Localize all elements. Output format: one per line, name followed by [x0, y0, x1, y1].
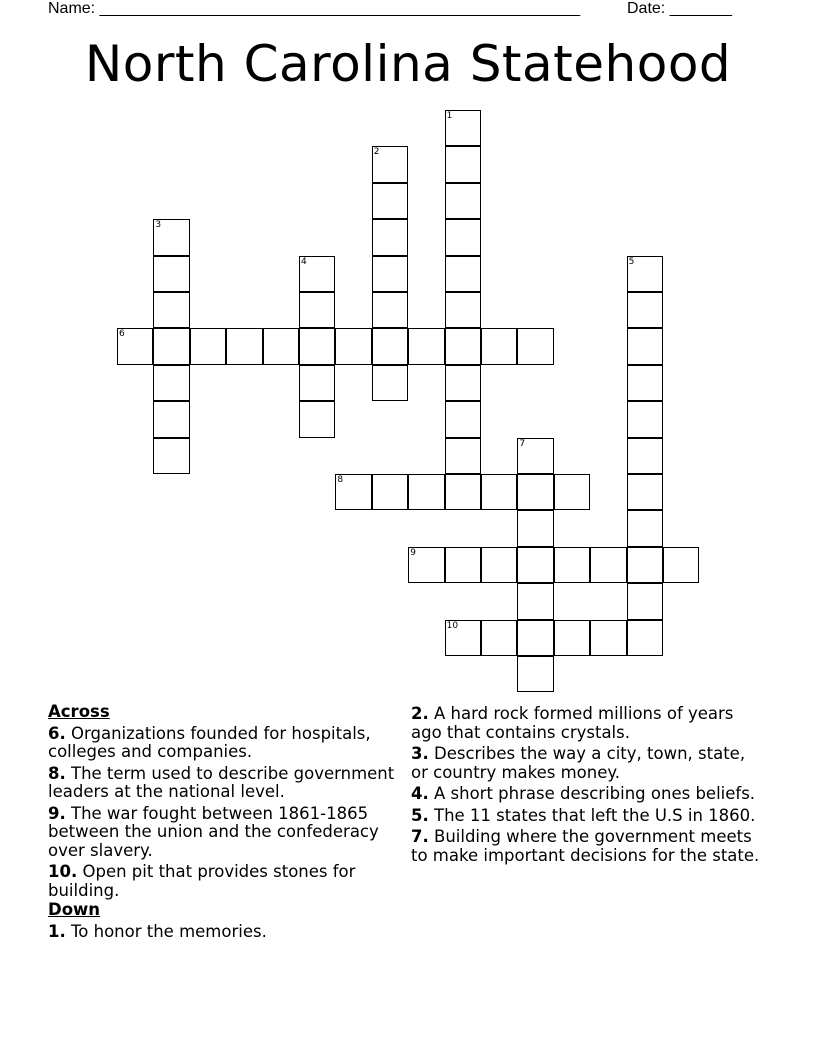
crossword-cell[interactable] — [517, 656, 553, 692]
crossword-cell[interactable] — [627, 510, 663, 546]
crossword-cell[interactable] — [517, 328, 553, 364]
across-heading: Across — [48, 702, 110, 721]
crossword-cell[interactable] — [408, 547, 444, 583]
clue-text: Organizations founded for hospitals, colleges and companies. — [48, 723, 371, 761]
crossword-cell[interactable] — [445, 620, 481, 656]
crossword-cell[interactable] — [372, 219, 408, 255]
crossword-cell[interactable] — [445, 219, 481, 255]
clue-text: To honor the memories. — [71, 921, 267, 941]
crossword-cell[interactable] — [445, 256, 481, 292]
clue-item — [411, 828, 761, 865]
crossword-cell[interactable] — [627, 583, 663, 619]
down-heading: Down — [48, 900, 101, 919]
crossword-cell[interactable] — [372, 146, 408, 182]
clue-number: 6. — [48, 723, 66, 743]
crossword-cell[interactable] — [445, 328, 481, 364]
crossword-cell[interactable] — [517, 510, 553, 546]
crossword-cell[interactable] — [372, 256, 408, 292]
cell-number: 3 — [155, 220, 162, 231]
clue-text: The term used to describe government leaders at the national level. — [48, 763, 395, 801]
clue-number: 4. — [411, 784, 429, 803]
cell-number: 6 — [119, 329, 125, 340]
clue-item — [48, 863, 408, 900]
crossword-cell[interactable] — [408, 474, 444, 510]
crossword-cell[interactable] — [372, 183, 408, 219]
crossword-cell[interactable] — [153, 292, 189, 328]
clue-item — [411, 745, 761, 782]
crossword-cell[interactable] — [481, 547, 517, 583]
crossword-cell[interactable] — [299, 256, 335, 292]
crossword-cell[interactable] — [190, 328, 226, 364]
crossword-cell[interactable] — [554, 620, 590, 656]
cell-number: 9 — [410, 547, 416, 558]
clue-item — [48, 725, 408, 762]
crossword-cell[interactable] — [445, 183, 481, 219]
crossword-cell[interactable] — [226, 328, 262, 364]
crossword-cell[interactable] — [445, 110, 481, 146]
crossword-cell[interactable] — [153, 256, 189, 292]
crossword-cell[interactable] — [445, 401, 481, 437]
clue-text: Building where the government meets to make important decisions for the state. — [411, 827, 760, 865]
crossword-cell[interactable] — [153, 401, 189, 437]
crossword-cell[interactable] — [627, 328, 663, 364]
crossword-cell[interactable] — [590, 547, 626, 583]
crossword-cell[interactable] — [554, 474, 590, 510]
crossword-cell[interactable] — [481, 328, 517, 364]
clue-text: Open pit that provides stones for building. — [48, 862, 356, 900]
crossword-cell[interactable] — [445, 292, 481, 328]
crossword-cell[interactable] — [153, 438, 189, 474]
clue-text: Describes the way a city, town, state, or country makes money. — [411, 744, 746, 782]
crossword-cell[interactable] — [445, 365, 481, 401]
clues-right-column — [411, 702, 761, 865]
clue-item — [48, 765, 408, 802]
cell-number: 10 — [446, 620, 459, 631]
crossword-cell[interactable] — [153, 219, 189, 255]
clue-item — [411, 807, 761, 826]
clue-number: 8. — [48, 763, 66, 783]
crossword-cell[interactable] — [517, 547, 553, 583]
cell-number: 5 — [628, 256, 635, 267]
crossword-cell[interactable] — [517, 620, 553, 656]
crossword-cell[interactable] — [445, 438, 481, 474]
clue-number: 9. — [48, 803, 66, 823]
clue-number: 10. — [48, 862, 78, 881]
crossword-cell[interactable] — [153, 328, 189, 364]
crossword-cell[interactable] — [590, 620, 626, 656]
clue-text: The war fought between 1861-1865 between the union and the confederacy over slavery. — [48, 803, 379, 860]
crossword-cell[interactable] — [627, 620, 663, 656]
clue-number: 7. — [411, 827, 429, 846]
cell-number: 2 — [373, 147, 380, 158]
crossword-cell[interactable] — [481, 620, 517, 656]
clue-item — [411, 785, 761, 804]
clue-item — [48, 923, 408, 942]
clue-number: 1. — [48, 921, 66, 941]
crossword-cell[interactable] — [445, 547, 481, 583]
crossword-cell[interactable] — [263, 328, 299, 364]
crossword-cell[interactable] — [445, 474, 481, 510]
clue-number: 5. — [411, 805, 429, 825]
crossword-cell[interactable] — [299, 328, 335, 364]
down-clue-list — [411, 705, 761, 865]
crossword-cell[interactable] — [517, 583, 553, 619]
crossword-cell[interactable] — [627, 256, 663, 292]
cell-number: 8 — [337, 475, 344, 485]
crossword-cell[interactable] — [627, 401, 663, 437]
name-line: Name: ______________________________________________________ — [48, 0, 581, 17]
clue-item — [411, 705, 761, 742]
crossword-cell[interactable] — [299, 292, 335, 328]
crossword-cell[interactable] — [627, 547, 663, 583]
crossword-cell[interactable] — [408, 328, 444, 364]
crossword-cell[interactable] — [372, 292, 408, 328]
crossword-cell[interactable] — [299, 365, 335, 401]
crossword-cell[interactable] — [117, 328, 153, 364]
crossword-cell[interactable] — [663, 547, 699, 583]
crossword-cell[interactable] — [335, 328, 371, 364]
clue-number: 3. — [411, 744, 429, 763]
cell-number: 1 — [446, 111, 453, 121]
clue-number: 2. — [411, 704, 429, 723]
crossword-cell[interactable] — [445, 146, 481, 182]
crossword-cell[interactable] — [627, 474, 663, 510]
clue-text: A short phrase describing ones beliefs. — [434, 784, 756, 803]
clue-item — [48, 805, 408, 861]
clue-text: The 11 states that left the U.S in 1860. — [434, 805, 756, 825]
crossword-cell[interactable] — [372, 328, 408, 364]
cell-number: 4 — [301, 256, 307, 267]
crossword-cell[interactable] — [335, 474, 371, 510]
crossword-cell[interactable] — [517, 438, 553, 474]
crossword-cell[interactable] — [554, 547, 590, 583]
crossword-cell[interactable] — [627, 292, 663, 328]
across-clue-list — [48, 725, 408, 901]
crossword-cell[interactable] — [627, 438, 663, 474]
crossword-cell[interactable] — [153, 365, 189, 401]
clues-left-column — [48, 702, 408, 941]
crossword-cell[interactable] — [481, 474, 517, 510]
date-line: Date: _______ — [627, 0, 732, 17]
crossword-cell[interactable] — [372, 365, 408, 401]
crossword-cell[interactable] — [372, 474, 408, 510]
cell-number: 7 — [519, 438, 526, 449]
crossword-cell[interactable] — [299, 401, 335, 437]
page-title: North Carolina Statehood — [84, 35, 732, 93]
crossword-cell[interactable] — [517, 474, 553, 510]
clue-text: A hard rock formed millions of years ago that contains crystals. — [411, 704, 734, 742]
crossword-cell[interactable] — [627, 365, 663, 401]
